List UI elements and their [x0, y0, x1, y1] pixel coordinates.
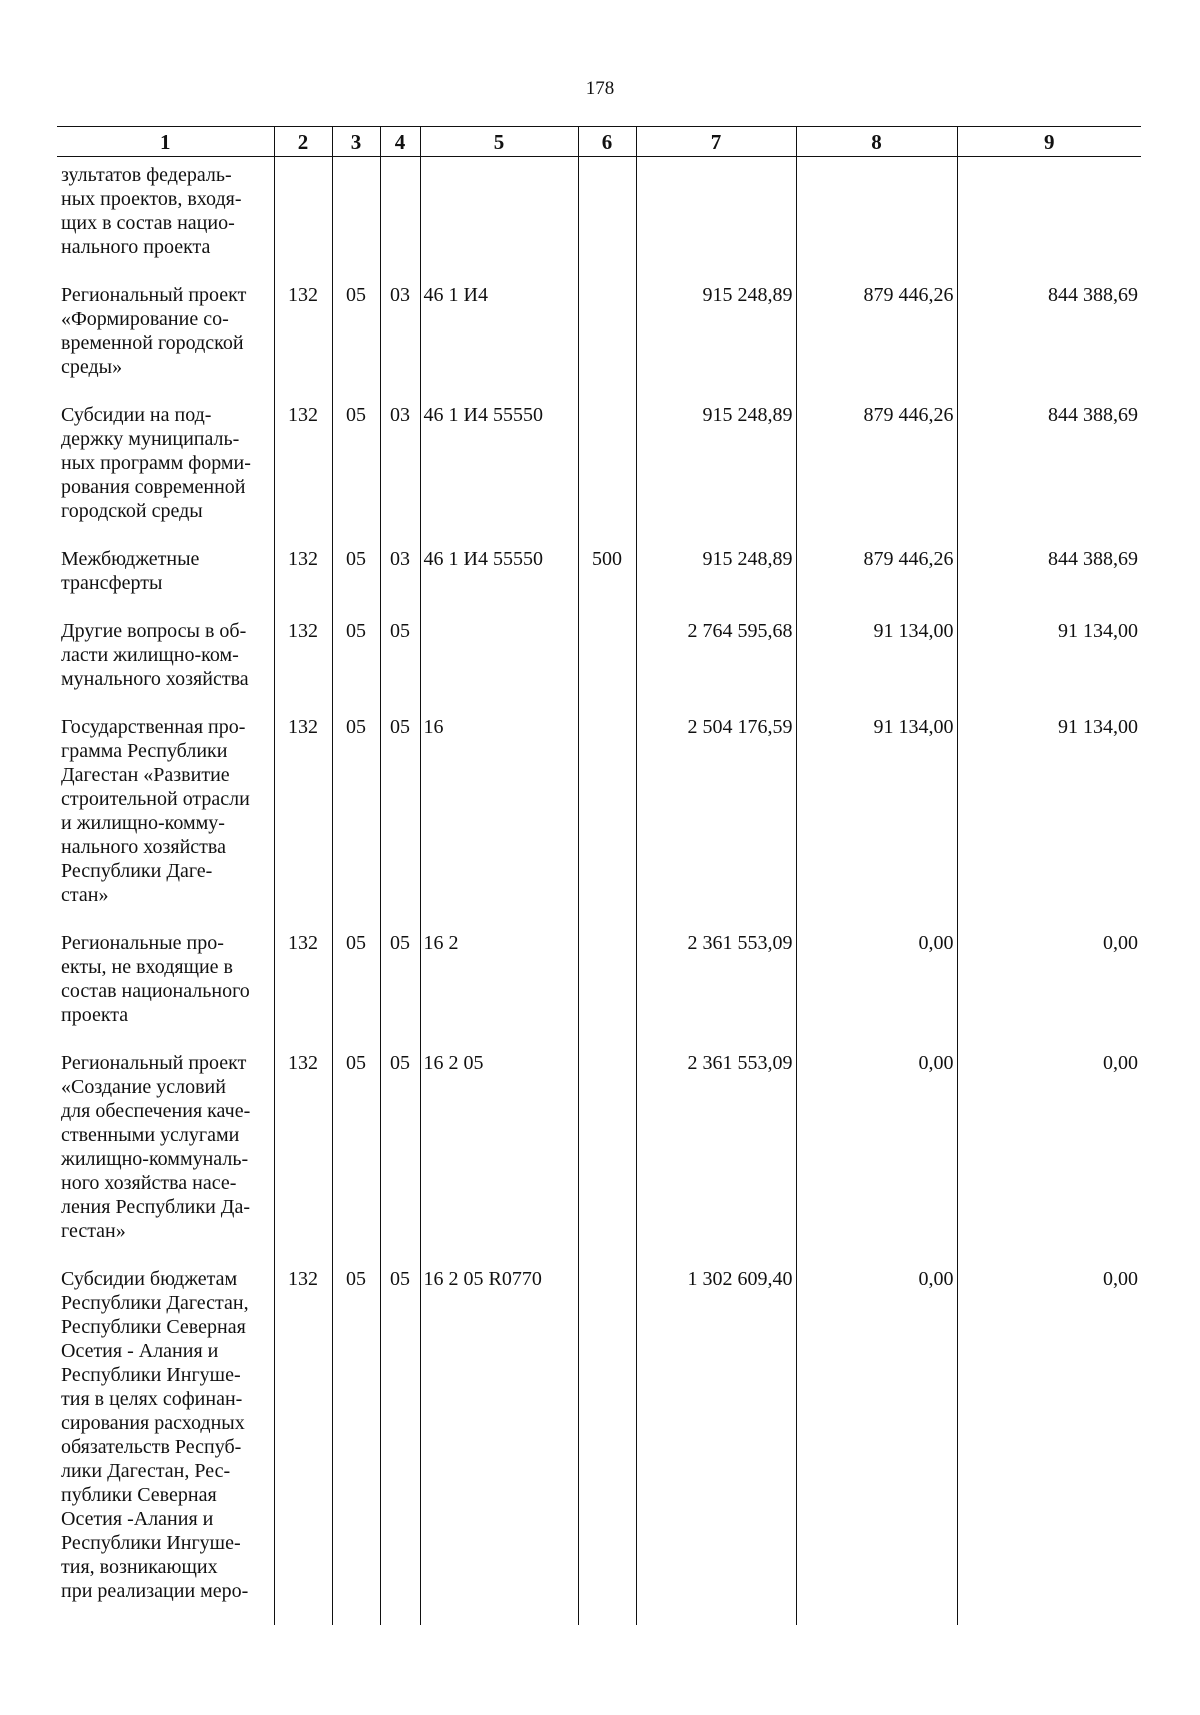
- amount-year1-cell: [636, 157, 796, 282]
- row-name-line: зультатов федераль-: [61, 164, 232, 186]
- target-article-cell: 46 1 И4 55550: [420, 545, 578, 617]
- target-article-cell: 16: [420, 713, 578, 929]
- subsection-code-cell: 03: [380, 281, 420, 401]
- section-code-cell: 05: [332, 929, 380, 1049]
- row-name-line: мунального хозяйства: [61, 668, 249, 690]
- row-name-line: сирования расходных: [61, 1412, 245, 1434]
- amount-year1-cell: 2 361 553,09: [636, 1049, 796, 1265]
- amount-year2-cell: 0,00: [796, 1049, 957, 1265]
- row-name-line: нального проекта: [61, 236, 211, 258]
- table-row: [57, 281, 1141, 401]
- column-header: 1: [57, 127, 274, 157]
- amount-year3-cell: 91 134,00: [957, 713, 1141, 929]
- row-name-line: и жилищно-комму-: [61, 812, 225, 834]
- amount-year3-cell: 91 134,00: [957, 617, 1141, 713]
- row-name-line: ления Республики Да-: [61, 1196, 250, 1218]
- table-header-row: [57, 127, 1141, 157]
- row-name-line: ственными услугами: [61, 1124, 240, 1146]
- row-name-line: временной городской: [61, 332, 244, 354]
- amount-year3-cell: 0,00: [957, 1265, 1141, 1625]
- column-header: 8: [796, 127, 957, 157]
- subsection-code-cell: 05: [380, 929, 420, 1049]
- amount-year2-cell: 879 446,26: [796, 281, 957, 401]
- row-name-cell: [57, 157, 274, 282]
- expense-type-cell: [578, 713, 636, 929]
- page-number: 178: [585, 78, 615, 99]
- row-name-line: Республики Дагестан,: [61, 1292, 249, 1314]
- row-name-line: Региональный проект: [61, 284, 247, 306]
- row-name-line: Региональные про-: [61, 932, 224, 954]
- section-code-cell: 05: [332, 545, 380, 617]
- amount-year1-cell: 915 248,89: [636, 545, 796, 617]
- amount-year1-cell: 2 361 553,09: [636, 929, 796, 1049]
- expense-type-cell: [578, 1049, 636, 1265]
- row-name-line: среды»: [61, 356, 123, 378]
- row-name-line: Республики Ингуше-: [61, 1532, 241, 1554]
- row-name-line: Осетия -Алания и: [61, 1508, 214, 1530]
- expense-type-cell: [578, 401, 636, 545]
- amount-year1-cell: 2 764 595,68: [636, 617, 796, 713]
- amount-year3-cell: [957, 157, 1141, 282]
- row-name-cell: [57, 281, 274, 401]
- section-code-cell: 05: [332, 281, 380, 401]
- amount-year2-cell: 0,00: [796, 929, 957, 1049]
- ministry-code-cell: 132: [274, 617, 332, 713]
- amount-year2-cell: 879 446,26: [796, 401, 957, 545]
- row-name-line: городской среды: [61, 500, 203, 522]
- target-article-cell: 16 2: [420, 929, 578, 1049]
- subsection-code-cell: 05: [380, 1265, 420, 1625]
- target-article-cell: [420, 617, 578, 713]
- table-row: [57, 1049, 1141, 1265]
- row-name-line: жилищно-коммуналь-: [61, 1148, 249, 1170]
- row-name-line: при реализации меро-: [61, 1580, 249, 1602]
- row-name-cell: [57, 929, 274, 1049]
- row-name-line: Дагестан «Развитие: [61, 764, 230, 786]
- table-row: [57, 929, 1141, 1049]
- row-name-line: лики Дагестан, Рес-: [61, 1460, 231, 1482]
- target-article-cell: 46 1 И4 55550: [420, 401, 578, 545]
- row-name-line: ных программ форми-: [61, 452, 251, 474]
- subsection-code-cell: 03: [380, 545, 420, 617]
- row-name-line: Субсидии бюджетам: [61, 1268, 238, 1290]
- row-name-line: ных проектов, входя-: [61, 188, 242, 210]
- amount-year1-cell: 2 504 176,59: [636, 713, 796, 929]
- row-name-line: Республики Даге-: [61, 860, 213, 882]
- row-name-line: Межбюджетные: [61, 548, 200, 570]
- expense-type-cell: [578, 157, 636, 282]
- column-header: 6: [578, 127, 636, 157]
- expense-type-cell: [578, 617, 636, 713]
- target-article-cell: 16 2 05: [420, 1049, 578, 1265]
- amount-year3-cell: 0,00: [957, 1049, 1141, 1265]
- column-header: 4: [380, 127, 420, 157]
- row-name-line: обязательств Респуб-: [61, 1436, 242, 1458]
- table-row: [57, 545, 1141, 617]
- subsection-code-cell: 05: [380, 617, 420, 713]
- row-name-line: ласти жилищно-ком-: [61, 644, 239, 666]
- row-name-line: «Создание условий: [61, 1076, 226, 1098]
- column-header: 7: [636, 127, 796, 157]
- ministry-code-cell: 132: [274, 929, 332, 1049]
- amount-year3-cell: 844 388,69: [957, 401, 1141, 545]
- column-header: 5: [420, 127, 578, 157]
- expense-type-cell: [578, 1265, 636, 1625]
- amount-year1-cell: 1 302 609,40: [636, 1265, 796, 1625]
- amount-year3-cell: 844 388,69: [957, 281, 1141, 401]
- ministry-code-cell: 132: [274, 401, 332, 545]
- row-name-line: нального хозяйства: [61, 836, 226, 858]
- table-row: [57, 1265, 1141, 1625]
- row-name-line: «Формирование со-: [61, 308, 229, 330]
- amount-year3-cell: 0,00: [957, 929, 1141, 1049]
- row-name-cell: [57, 1049, 274, 1265]
- column-header: 2: [274, 127, 332, 157]
- row-name-line: строительной отрасли: [61, 788, 250, 810]
- row-name-line: Региональный проект: [61, 1052, 247, 1074]
- table-row: [57, 713, 1141, 929]
- ministry-code-cell: 132: [274, 545, 332, 617]
- table-body: [57, 157, 1141, 1626]
- row-name-line: Государственная про-: [61, 716, 246, 738]
- target-article-cell: [420, 157, 578, 282]
- row-name-line: щих в состав нацио-: [61, 212, 235, 234]
- expense-type-cell: 500: [578, 545, 636, 617]
- ministry-code-cell: 132: [274, 1265, 332, 1625]
- row-name-cell: [57, 713, 274, 929]
- section-code-cell: 05: [332, 1265, 380, 1625]
- row-name-line: тия, возникающих: [61, 1556, 218, 1578]
- ministry-code-cell: 132: [274, 281, 332, 401]
- expense-type-cell: [578, 929, 636, 1049]
- row-name-line: екты, не входящие в: [61, 956, 233, 978]
- subsection-code-cell: 05: [380, 1049, 420, 1265]
- row-name-cell: [57, 401, 274, 545]
- amount-year1-cell: 915 248,89: [636, 401, 796, 545]
- amount-year1-cell: 915 248,89: [636, 281, 796, 401]
- row-name-line: держку муниципаль-: [61, 428, 240, 450]
- column-header: 9: [957, 127, 1141, 157]
- row-name-cell: [57, 545, 274, 617]
- ministry-code-cell: 132: [274, 713, 332, 929]
- section-code-cell: 05: [332, 401, 380, 545]
- row-name-line: стан»: [61, 884, 109, 906]
- ministry-code-cell: [274, 157, 332, 282]
- row-name-line: ного хозяйства насе-: [61, 1172, 237, 1194]
- row-name-line: состав национального: [61, 980, 250, 1002]
- row-name-line: грамма Республики: [61, 740, 228, 762]
- table-row: [57, 401, 1141, 545]
- amount-year2-cell: 91 134,00: [796, 617, 957, 713]
- row-name-line: тия в целях софинан-: [61, 1388, 243, 1410]
- section-code-cell: 05: [332, 1049, 380, 1265]
- column-header: 3: [332, 127, 380, 157]
- row-name-line: Осетия - Алания и: [61, 1340, 219, 1362]
- row-name-line: Другие вопросы в об-: [61, 620, 247, 642]
- row-name-line: для обеспечения каче-: [61, 1100, 251, 1122]
- budget-table: [57, 126, 1141, 1625]
- subsection-code-cell: 03: [380, 401, 420, 545]
- row-name-line: Республики Ингуше-: [61, 1364, 241, 1386]
- subsection-code-cell: [380, 157, 420, 282]
- row-name-cell: [57, 617, 274, 713]
- row-name-line: Субсидии на под-: [61, 404, 212, 426]
- amount-year3-cell: 844 388,69: [957, 545, 1141, 617]
- table-row: [57, 617, 1141, 713]
- section-code-cell: [332, 157, 380, 282]
- row-name-line: трансферты: [61, 572, 163, 594]
- table-row: [57, 157, 1141, 282]
- section-code-cell: 05: [332, 713, 380, 929]
- amount-year2-cell: 879 446,26: [796, 545, 957, 617]
- section-code-cell: 05: [332, 617, 380, 713]
- row-name-line: рования современной: [61, 476, 246, 498]
- amount-year2-cell: 0,00: [796, 1265, 957, 1625]
- row-name-cell: [57, 1265, 274, 1625]
- row-name-line: гестан»: [61, 1220, 126, 1242]
- ministry-code-cell: 132: [274, 1049, 332, 1265]
- row-name-line: Республики Северная: [61, 1316, 246, 1338]
- expense-type-cell: [578, 281, 636, 401]
- amount-year2-cell: [796, 157, 957, 282]
- target-article-cell: 16 2 05 R0770: [420, 1265, 578, 1625]
- target-article-cell: 46 1 И4: [420, 281, 578, 401]
- subsection-code-cell: 05: [380, 713, 420, 929]
- row-name-line: проекта: [61, 1004, 129, 1026]
- amount-year2-cell: 91 134,00: [796, 713, 957, 929]
- row-name-line: публики Северная: [61, 1484, 217, 1506]
